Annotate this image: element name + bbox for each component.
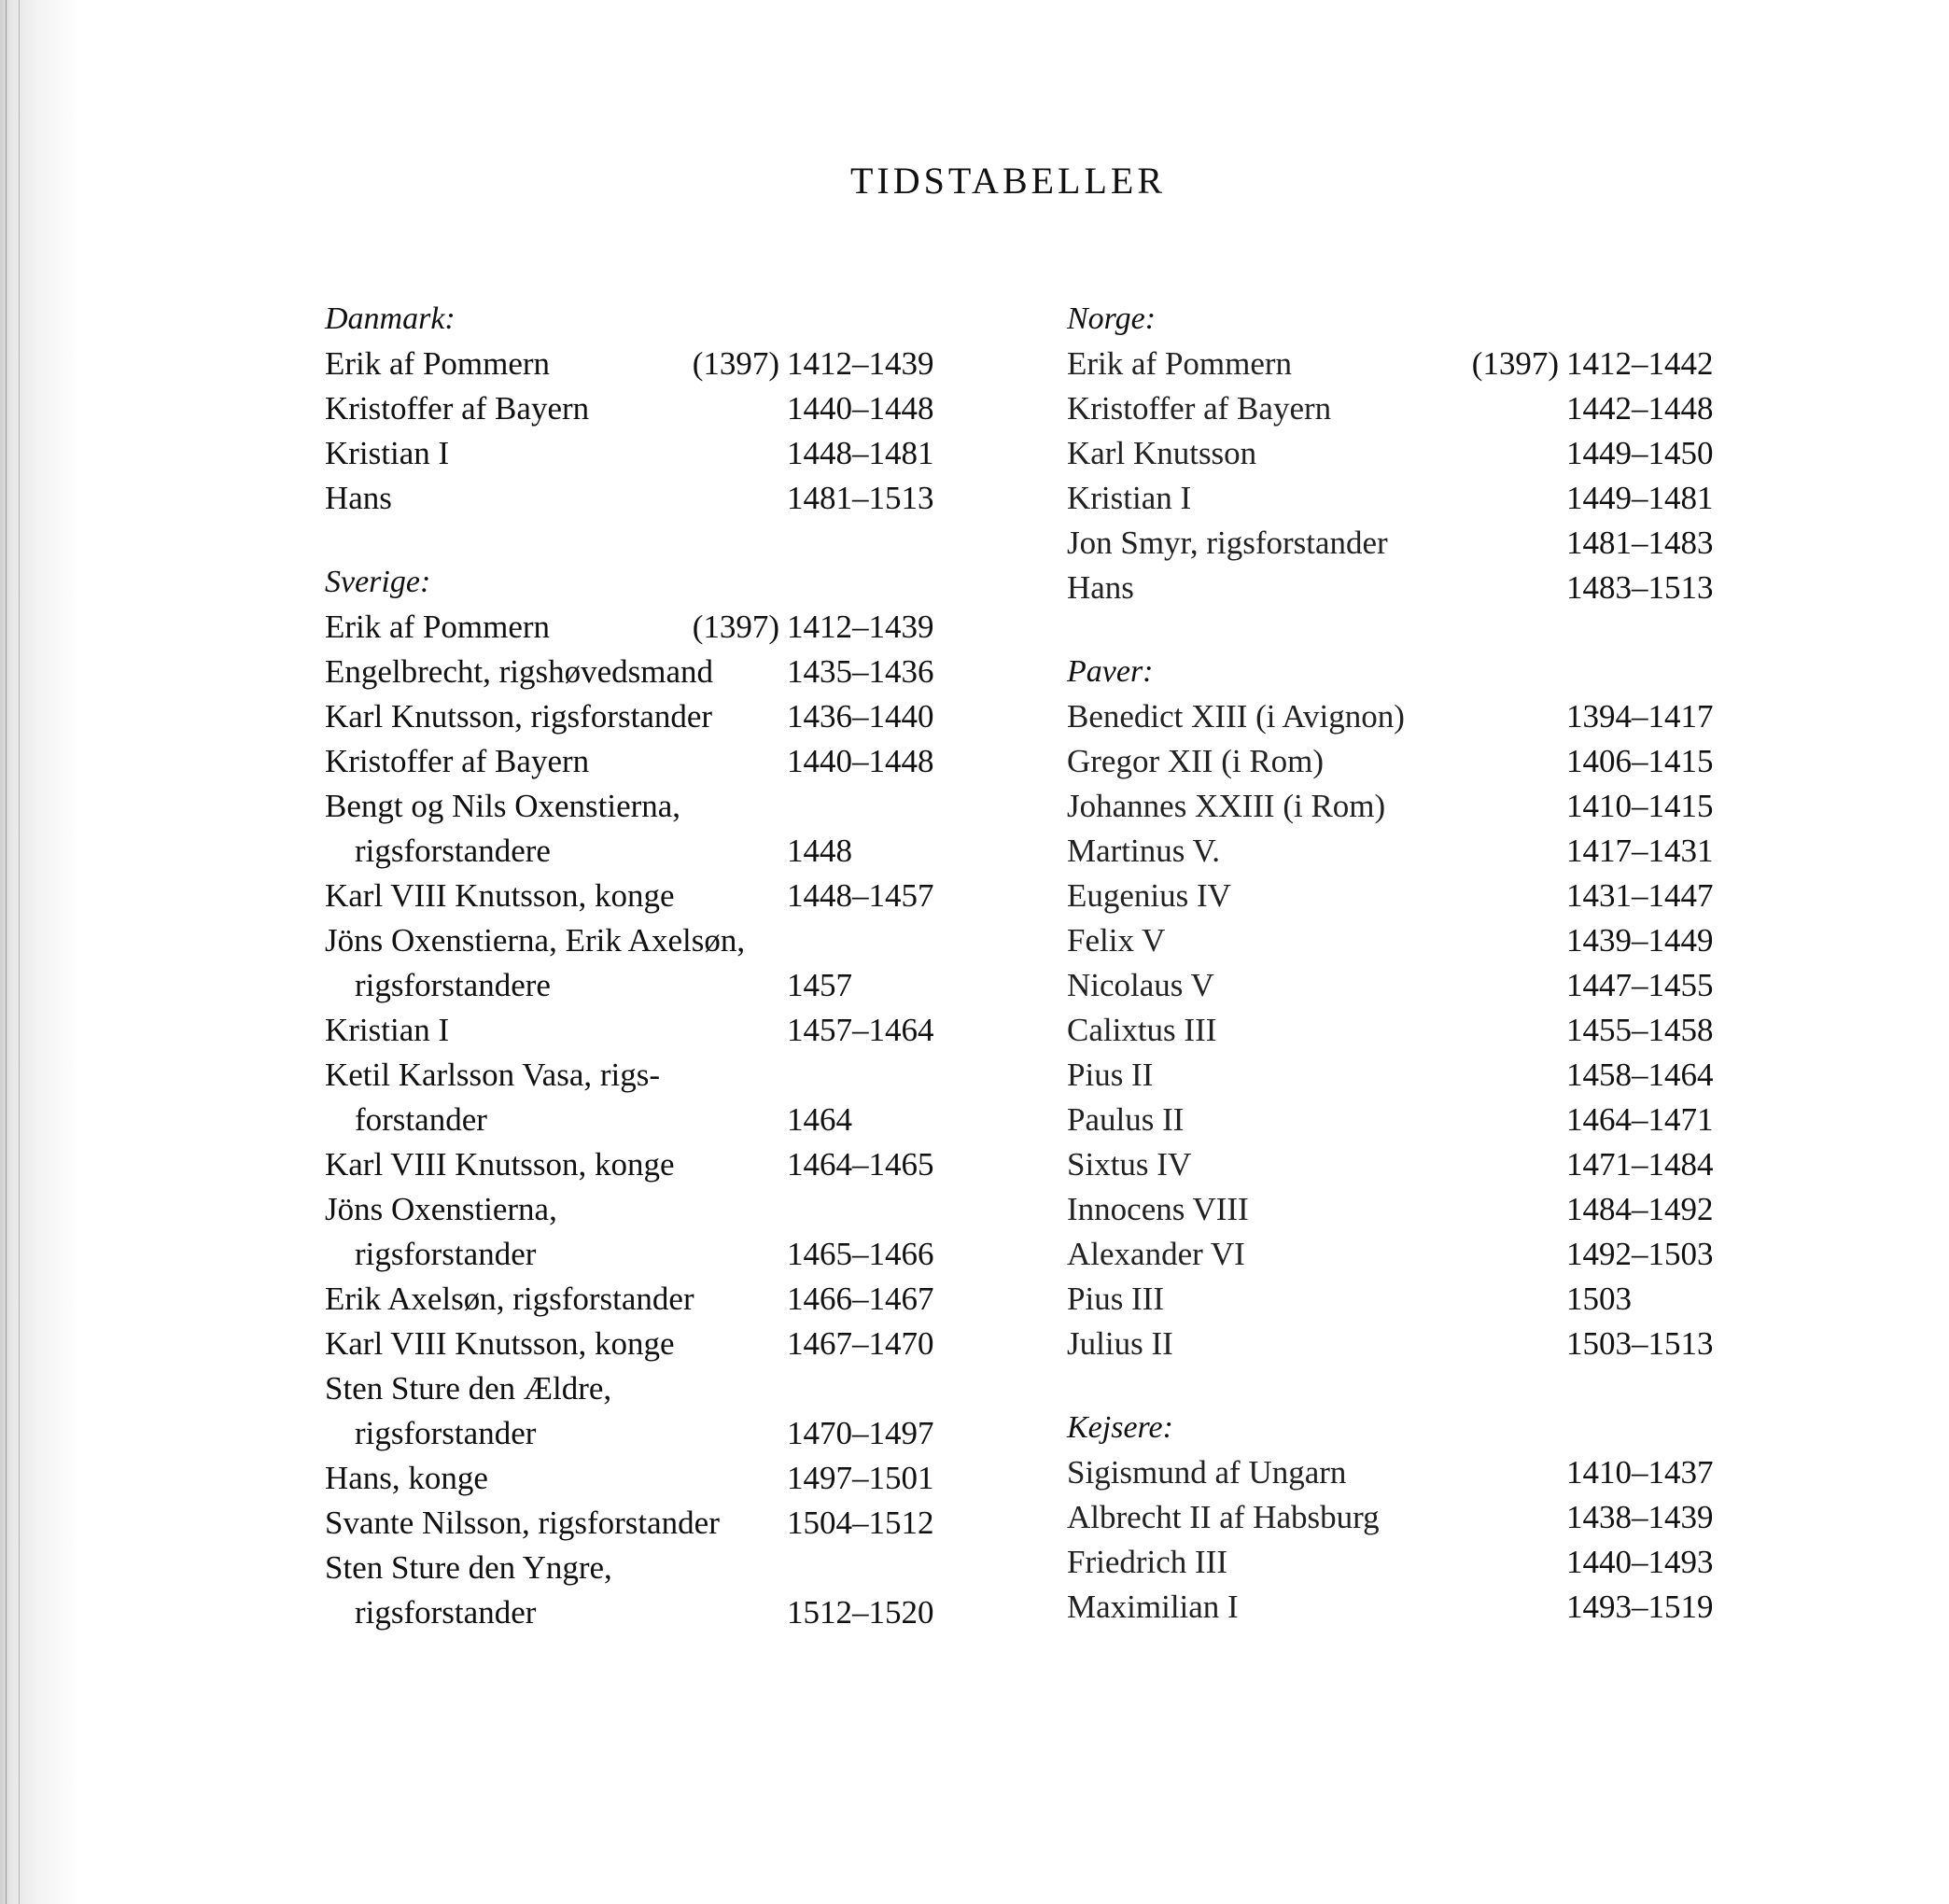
entry-name [1067,1277,1566,1322]
entry-years: 1470–1497 [787,1415,934,1451]
entry-years: 1504–1512 [787,1505,934,1541]
entry-name-line: Sten Sture den Yngre, [325,1549,612,1586]
entry-name-line: Friedrich III [1067,1544,1228,1580]
entry-years: 1481–1483 [1566,525,1714,561]
timeline-entry [1067,1540,1720,1585]
entry-name-line: Pius II [1067,1057,1154,1093]
timeline-entry [325,1008,941,1053]
entry-name [1067,963,1566,1008]
entry-name [325,1322,787,1366]
timeline-entry [325,739,941,784]
entry-name-line: Julius II [1067,1325,1173,1362]
timeline-entry [1067,1585,1720,1630]
entry-name-line: Hans [325,480,392,516]
timeline-section [325,297,941,521]
timeline-entry [325,694,941,739]
binding-edge-line [6,0,7,1904]
entry-name [325,874,787,918]
entry-name [1067,1232,1566,1277]
entry-name-line: Jon Smyr, rigsforstander [1067,525,1388,561]
timeline-entry [325,1277,941,1322]
entry-name-continuation: forstander [355,1101,487,1138]
entry-name-line: Sigismund af Ungarn [1067,1454,1347,1491]
binding-edge-line [19,0,20,1904]
entry-years: 1442–1448 [1566,390,1714,427]
entry-name-line: Bengt og Nils Oxenstierna, [325,788,681,824]
entry-name-continuation: rigsforstander [355,1415,537,1451]
timeline-entry [1067,874,1720,918]
entry-name-line: Engelbrecht, rigshøvedsmand [325,653,714,690]
timeline-entry [325,386,941,431]
timeline-entry [1067,1277,1720,1322]
entry-years: 1497–1501 [787,1460,934,1496]
timeline-entry [1067,918,1720,963]
timeline-entry [1067,476,1720,521]
entry-years: 1503 [1566,1281,1632,1317]
timeline-entry [325,1546,941,1635]
entry-years: 1466–1467 [787,1281,934,1317]
timeline-entry [325,342,941,386]
section-spacer [1067,610,1720,650]
entry-name [325,1456,787,1501]
entry-name-line: Albrecht II af Habsburg [1067,1499,1380,1535]
entry-name [1067,874,1566,918]
timeline-entry [325,874,941,918]
timeline-entry [325,784,941,874]
section-heading: Norge: [1067,301,1157,336]
entry-name [325,1008,787,1053]
entry-name [325,1142,787,1187]
entry-name-line: Kristian I [1067,480,1192,516]
entry-years: 1465–1466 [787,1236,934,1272]
entry-name [325,1053,787,1142]
entry-name [1067,1053,1566,1098]
timeline-entry [325,1322,941,1366]
entry-name [1067,431,1566,476]
entry-name [325,476,787,521]
entry-name-continuation: rigsforstandere [355,967,551,1003]
entry-years: 1440–1493 [1566,1544,1714,1580]
entry-name [1067,566,1566,610]
entry-name-line: Sixtus IV [1067,1146,1192,1183]
entry-name [1067,1142,1566,1187]
entry-name-line: Pius III [1067,1281,1165,1317]
entry-name-line: Innocens VIII [1067,1191,1249,1227]
entry-name-line: Gregor XII (i Rom) [1067,743,1325,779]
entry-name-line: Alexander VI [1067,1236,1245,1272]
entry-name [325,386,787,431]
entry-years: 1449–1481 [1566,480,1714,516]
entry-name [325,431,787,476]
entry-years: 1455–1458 [1566,1012,1714,1048]
section-heading: Kejsere: [1067,1410,1173,1445]
entry-name [1067,1322,1566,1366]
entry-years: 1410–1415 [1566,788,1714,824]
entry-years: 1410–1437 [1566,1454,1714,1491]
entry-name-line: Hans, konge [325,1460,488,1496]
timeline-entry [1067,566,1720,610]
entry-start-year-note: (1397) [692,609,779,645]
timeline-entry [1067,431,1720,476]
entry-name-line: Erik af Pommern [1067,345,1293,382]
timeline-entry [1067,1098,1720,1142]
entry-name-line: Jöns Oxenstierna, [325,1191,557,1227]
timeline-entry [1067,342,1720,386]
entry-name-line: Martinus V. [1067,833,1221,869]
right-column [1067,297,1720,1630]
entry-years: 1449–1450 [1566,435,1714,471]
timeline-entry [1067,694,1720,739]
entry-name-line: Karl VIII Knutsson, konge [325,877,675,914]
entry-name [1067,1187,1566,1232]
entry-name-line: Karl Knutsson [1067,435,1257,471]
entry-years: 1457–1464 [787,1012,934,1048]
entry-name-continuation: rigsforstander [355,1594,537,1631]
entry-name [325,1277,787,1322]
timeline-entry [325,1366,941,1456]
timeline-entry [1067,829,1720,874]
entry-name [1067,739,1566,784]
entry-years: 1484–1492 [1566,1191,1714,1227]
entry-years: 1458–1464 [1566,1057,1714,1093]
entry-name-line: Nicolaus V [1067,967,1214,1003]
entry-years: 1481–1513 [787,480,934,516]
timeline-entry [325,1501,941,1546]
entry-years: 1464 [787,1101,852,1138]
entry-years: 1448–1481 [787,435,934,471]
entry-name-line: Hans [1067,569,1134,606]
entry-name [325,1187,787,1277]
entry-name [325,605,693,650]
entry-name-continuation: rigsforstandere [355,833,551,869]
entry-name-line: Kristoffer af Bayern [1067,390,1332,427]
timeline-entry [1067,1322,1720,1366]
entry-name [325,918,787,1008]
entry-name [325,1546,787,1635]
entry-years: 1412–1442 [1566,345,1714,382]
entry-years: 1440–1448 [787,390,934,427]
section-heading: Danmark: [325,301,456,336]
entry-years: 1431–1447 [1566,877,1714,914]
entry-years: 1464–1471 [1566,1101,1714,1138]
timeline-entry [1067,1450,1720,1495]
book-binding-shadow [0,0,80,1904]
entry-years: 1448–1457 [787,877,934,914]
entry-name [325,1501,787,1546]
entry-name-line: Kristoffer af Bayern [325,390,590,427]
entry-name-line: Ketil Karlsson Vasa, rigs- [325,1057,661,1093]
entry-years: 1438–1439 [1566,1499,1714,1535]
entry-years: 1467–1470 [787,1325,934,1362]
entry-name-line: Jöns Oxenstierna, Erik Axelsøn, [325,922,746,959]
entry-name-line: Felix V [1067,922,1166,959]
entry-name [325,694,787,739]
timeline-section [325,560,941,1635]
entry-years: 1512–1520 [787,1594,934,1631]
timeline-entry [1067,386,1720,431]
timeline-entry [1067,1187,1720,1232]
entry-name-line: Benedict XIII (i Avignon) [1067,698,1405,735]
timeline-section [1067,1406,1720,1630]
entry-name [1067,1495,1566,1540]
entry-years: 1492–1503 [1566,1236,1714,1272]
entry-name-line: Karl VIII Knutsson, konge [325,1325,675,1362]
timeline-entry [325,918,941,1008]
entry-name [325,650,787,694]
entry-name [1067,918,1566,963]
entry-years: 1464–1465 [787,1146,934,1183]
section-heading: Paver: [1067,654,1154,689]
entry-name-line: Erik af Pommern [325,609,551,645]
timeline-entry [325,431,941,476]
entry-years: 1435–1436 [787,653,934,690]
entry-years: 1457 [787,967,852,1003]
entry-name-line: Kristian I [325,435,450,471]
timeline-entry [325,1187,941,1277]
timeline-entry [1067,1232,1720,1277]
entry-name [325,739,787,784]
timeline-entry [1067,784,1720,829]
entry-name [1067,342,1472,386]
entry-name [1067,784,1566,829]
entry-name [1067,1098,1566,1142]
entry-name [1067,829,1566,874]
timeline-entry [325,605,941,650]
section-spacer [1067,1366,1720,1406]
section-spacer [325,521,941,560]
timeline-section [1067,650,1720,1366]
timeline-entry [325,1142,941,1187]
entry-name [325,784,787,874]
entry-name-line: Kristian I [325,1012,450,1048]
timeline-entry [1067,1142,1720,1187]
timeline-entry [1067,1008,1720,1053]
entry-name [1067,521,1566,566]
entry-name-line: Erik af Pommern [325,345,551,382]
entry-name-line: Eugenius IV [1067,877,1231,914]
entry-name [1067,694,1566,739]
entry-years: 1394–1417 [1566,698,1714,735]
entry-years: 1503–1513 [1566,1325,1714,1362]
entry-name-line: Johannes XXIII (i Rom) [1067,788,1386,824]
entry-start-year-note: (1397) [692,345,779,382]
timeline-entry [1067,739,1720,784]
timeline-entry [1067,1495,1720,1540]
entry-name-line: Paulus II [1067,1101,1185,1138]
entry-name [1067,1585,1566,1630]
entry-name-line: Maximilian I [1067,1589,1239,1625]
entry-name-continuation: rigsforstander [355,1236,537,1272]
timeline-entry [1067,521,1720,566]
entry-name-line: Svante Nilsson, rigsforstander [325,1505,720,1541]
entry-name [1067,476,1566,521]
entry-name [1067,386,1566,431]
timeline-entry [1067,1053,1720,1098]
left-column [325,297,941,1635]
entry-name-line: Karl VIII Knutsson, konge [325,1146,675,1183]
timeline-section [1067,297,1720,610]
entry-years: 1448 [787,833,852,869]
entry-years: 1412–1439 [787,345,934,382]
timeline-entry [325,476,941,521]
entry-name-line: Kristoffer af Bayern [325,743,590,779]
entry-years: 1439–1449 [1566,922,1714,959]
entry-name [1067,1008,1566,1053]
entry-years: 1447–1455 [1566,967,1714,1003]
entry-years: 1412–1439 [787,609,934,645]
entry-years: 1436–1440 [787,698,934,735]
entry-start-year-note: (1397) [1471,345,1559,382]
entry-name-line: Karl Knutsson, rigsforstander [325,698,713,735]
timeline-entry [325,1053,941,1142]
entry-name [325,1366,787,1456]
entry-years: 1440–1448 [787,743,934,779]
entry-years: 1406–1415 [1566,743,1714,779]
entry-name [1067,1540,1566,1585]
timeline-entry [325,650,941,694]
entry-name [325,342,693,386]
entry-name-line: Calixtus III [1067,1012,1217,1048]
page-title: TIDSTABELLER [849,160,1167,202]
entry-years: 1493–1519 [1566,1589,1714,1625]
timeline-entry [325,1456,941,1501]
entry-name [1067,1450,1566,1495]
section-heading: Sverige: [325,565,431,599]
entry-name-line: Erik Axelsøn, rigsforstander [325,1281,694,1317]
entry-years: 1417–1431 [1566,833,1714,869]
entry-name-line: Sten Sture den Ældre, [325,1370,612,1407]
entry-years: 1483–1513 [1566,569,1714,606]
entry-years: 1471–1484 [1566,1146,1714,1183]
timeline-entry [1067,963,1720,1008]
